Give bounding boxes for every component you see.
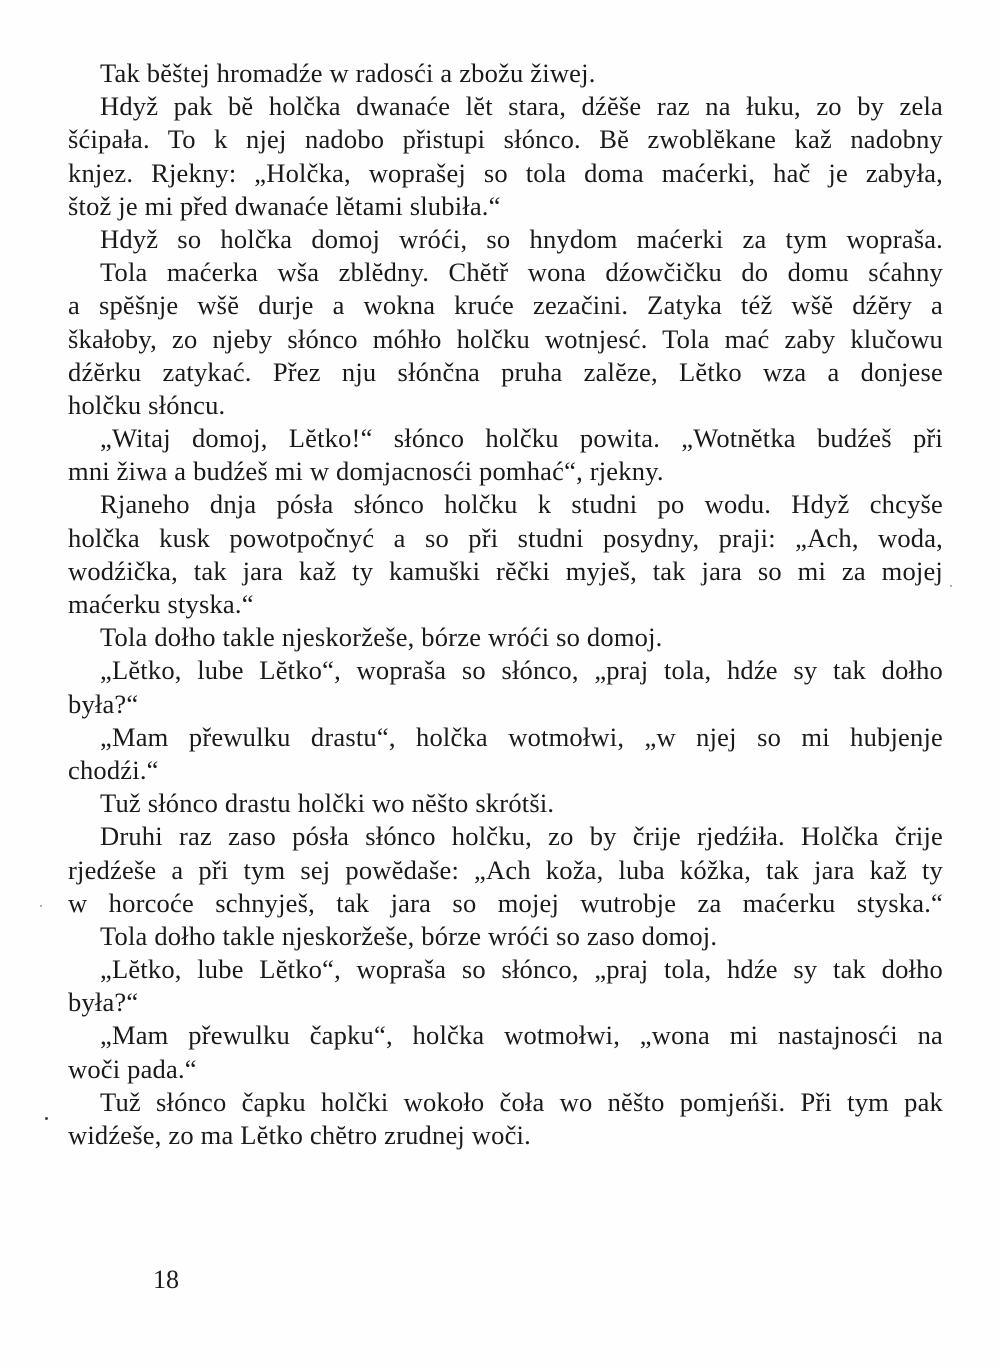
text-line: Hdyž so holčka domoj wróći, so hnydom maćerki za tym wopraša. bbox=[100, 223, 943, 254]
text-line: Tak bĕštej hromadźe w radosći a zbožu žiwej. bbox=[100, 58, 596, 88]
print-speck bbox=[45, 1117, 48, 1120]
text-line: Druhi raz zaso pósła słónco holčku, zo by črije rjedźiła. Holčka črije bbox=[100, 821, 943, 852]
text-line: woči pada.“ bbox=[68, 1053, 197, 1084]
text-line: knjez. Rjekny: „Holčka, woprašej so tola doma maćerki, hač je zabyła, bbox=[68, 157, 943, 188]
page-number: 18 bbox=[153, 1265, 179, 1294]
text-line: škałoby, zo njeby słónco móhło holčku wotnjesć. Tola mać zaby klučowu bbox=[68, 323, 943, 354]
text-line: mni žiwa a budźeš mi w domjacnosći pomhać“, rjekny. bbox=[68, 456, 664, 487]
text-line: maćerku styska.“ bbox=[68, 589, 254, 619]
text-line: „Witaj domoj, Lĕtko!“ słónco holčku powita. „Wotnĕtka budźeš při bbox=[100, 423, 943, 454]
text-line: šćipała. To k njej nadobo přistupi słónco. Bĕ zwoblĕkane kaž nadobny bbox=[68, 124, 943, 155]
text-line: Rjaneho dnja pósła słónco holčku k studni po wodu. Hdyž chcyše bbox=[100, 489, 943, 520]
text-line: Tola dołho takle njeskoržeše, bórze wróći so domoj. bbox=[100, 622, 663, 653]
print-speck bbox=[40, 905, 42, 907]
text-line: holčku słóncu. bbox=[68, 389, 226, 420]
text-line: „Lĕtko, lube Lĕtko“, wopraša so słónco, „praj tola, hdźe sy tak dołho bbox=[100, 655, 943, 686]
text-line: była?“ bbox=[68, 688, 139, 719]
text-line: a spĕšnje wšĕ durje a wokna kruće zezačini. Zatyka též wšĕ dźĕry a bbox=[68, 290, 943, 321]
body-text bbox=[68, 57, 943, 1152]
text-line: Tola maćerka wša zblĕdny. Chĕtř wona dźowčičku do domu sćahny bbox=[100, 257, 943, 288]
text-line: widźeše, zo ma Lĕtko chĕtro zrudnej woči. bbox=[68, 1120, 531, 1150]
text-line: Tuž słónco drastu holčki wo nĕšto skrótši. bbox=[100, 788, 555, 819]
text-line: była?“ bbox=[68, 987, 139, 1018]
text-line: „Mam přewulku čapku“, holčka wotmołwi, „wona mi nastajnosći na bbox=[100, 1020, 943, 1051]
text-line: chodźi.“ bbox=[68, 754, 159, 785]
text-line: Tuž słónco čapku holčki wokoło čoła wo nĕšto pomjeńši. Při tym pak bbox=[100, 1086, 943, 1117]
text-line: „Mam přewulku drastu“, holčka wotmołwi, „w njej so mi hubjenje bbox=[100, 721, 943, 752]
print-speck bbox=[950, 585, 952, 587]
text-line: Hdyž pak bĕ holčka dwanaće lĕt stara, dźĕše raz na łuku, zo by zela bbox=[100, 91, 943, 122]
text-line: w horcoće schnyješ, tak jara so mojej wutrobje za maćerku styska.“ bbox=[68, 887, 943, 918]
text-line: „Lĕtko, lube Lĕtko“, wopraša so słónco, „praj tola, hdźe sy tak dołho bbox=[100, 954, 943, 985]
text-line: wodźička, tak jara kaž ty kamuški rĕčki myješ, tak jara so mi za mojej bbox=[68, 555, 943, 586]
text-line: rjedźeše a při tym sej powĕdaše: „Ach koža, luba kóžka, tak jara kaž ty bbox=[68, 854, 943, 885]
text-line: holčka kusk powotpočnyć a so při studni posydny, praji: „Ach, woda, bbox=[68, 522, 943, 553]
text-line: Tola dołho takle njeskoržeše, bórze wróći so zaso domoj. bbox=[100, 920, 718, 951]
text-line: štož je mi před dwanaće lĕtami slubiła.“ bbox=[68, 190, 501, 221]
text-line: dźĕrku zatykać. Přez nju słónčna pruha zalĕze, Lĕtko wza a donjese bbox=[68, 356, 943, 387]
